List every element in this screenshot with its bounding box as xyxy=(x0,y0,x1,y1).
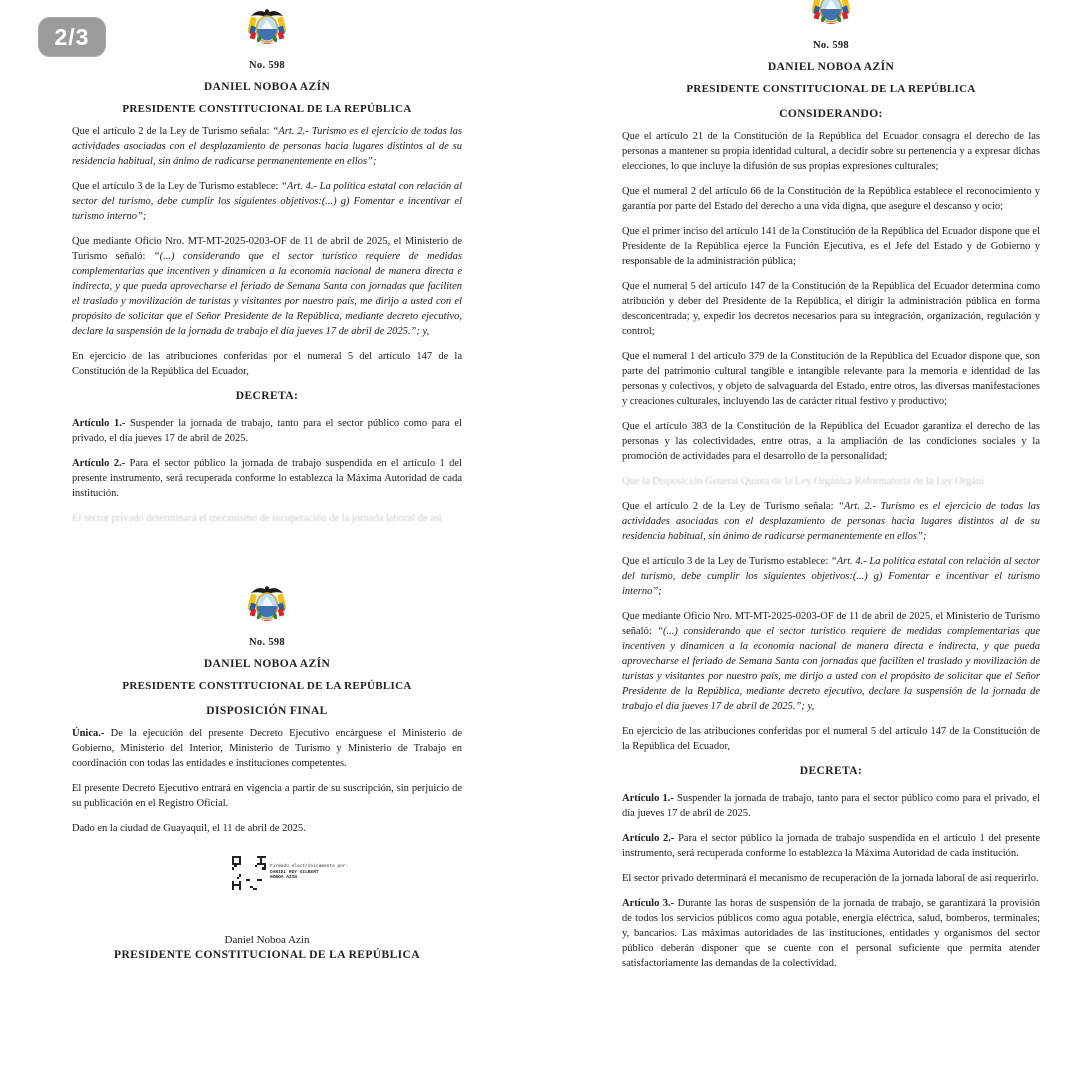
decree-number: No. 598 xyxy=(249,637,285,648)
paragraph: Artículo 2.- Para el sector público la jornada de trabajo suspendida en el artículo 1 del presente instrumento, será recuperada conforme lo establezca la Máxima Autoridad de cada institución. xyxy=(72,458,462,499)
paragraph: Artículo 2.- Para el sector público la jornada de trabajo suspendida en el artículo 1 del presente instrumento, será recuperada conforme lo establezca la Máxima Autoridad de cada institución. xyxy=(622,833,1041,859)
paragraph: Que el artículo 3 de la Ley de Turismo establece: “Art. 4.- La política estatal con relación al sector del turismo, debe cumplir los siguientes objetivos:(...) g) Fomentar e incentivar el turismo interno”; xyxy=(622,556,1040,597)
paragraph: Que el artículo 3 de la Ley de Turismo establece: “Art. 4.- La política estatal con relación al sector del turismo, debe cumplir los siguientes objetivos:(...) g) Fomentar e incentivar el turismo interno”; xyxy=(72,181,462,222)
paragraph: Artículo 1.- Suspender la jornada de trabajo, tanto para el sector público como para el privado, el día jueves 17 de abril de 2025. xyxy=(72,418,463,444)
paragraph: Que el numeral 1 del artículo 379 de la Constitución de la República del Ecuador dispone que, son parte del patrimonio cultural tangible e intangible relevante para la memoria e identidad de las personas y colectivos, y objeto de salvaguarda del Estado, entre otros, las diversas manifestaciones y creaciones culturales, incluyendo las de carácter ritual festivo y productivo; xyxy=(622,351,1040,407)
page-indicator-label: 2/3 xyxy=(54,23,90,50)
paragraph: Que el numeral 2 del artículo 66 de la Constitución de la República establece el reconocimiento y garantía por parte del Estado del derecho a una vida digna, que asegure el descanso y ocio; xyxy=(622,186,1040,212)
decree-body xyxy=(72,124,462,526)
decree-page-right xyxy=(622,0,1040,1080)
ecuador-coat-of-arms-icon xyxy=(248,6,286,48)
paragraph: Que el primer inciso del artículo 141 de la Constitución de la República del Ecuador dispone que el Presidente de la República ejerce la Función Ejecutiva, es el Jefe del Estado y de Gobierno y responsable de la administración pública; xyxy=(622,226,1040,267)
coat-of-arms-slot xyxy=(72,583,462,625)
paragraph: El presente Decreto Ejecutivo entrará en vigencia a partir de su suscripción, sin perjuicio de su publicación en el Registro Oficial. xyxy=(72,783,462,809)
paragraph: En ejercicio de las atribuciones conferidas por el numeral 5 del artículo 147 de la Constitución de la República del Ecuador, xyxy=(72,351,462,377)
signature-qr-code xyxy=(232,856,267,890)
ecuador-coat-of-arms-icon xyxy=(812,0,850,28)
page-bottom-fade xyxy=(622,1066,1040,1080)
electronic-signature-text: Firmado electrónicamente por: DANIEL ROY GILBERT NOBOA AZIN xyxy=(270,864,349,880)
coat-of-arms-slot xyxy=(622,0,1040,28)
paragraph: Que mediante Oficio Nro. MT-MT-2025-0203-OF de 11 de abril de 2025, el Ministerio de Turismo señaló: “(...) considerando que el sector turístico requiere de medidas complementarias que incentiven y dinamicen a la economía nacional de manera directa e indirecta, y que pueda aprovecharse el feriado de Semana Santa con jornadas que faciliten el traslado y movilización de turistas y visitantes por nuestro país, me dirijo a usted con el propósito de solicitar que el Señor Presidente de la República, mediante decreto ejecutivo, declare la suspensión de la jornada de trabajo el día jueves 17 de abril de 2025.”; y, xyxy=(622,611,1040,712)
paragraph: Que el artículo 21 de la Constitución de la República del Ecuador consagra el derecho de las personas a mantener su propia identidad cultural, a decidir sobre su pertenencia y a expresar dichas elecciones, lo que incluye la difusión de sus propias expresiones culturales; xyxy=(622,131,1040,172)
paragraph: Dado en la ciudad de Guayaquil, el 11 de abril de 2025. xyxy=(72,823,306,834)
section-heading: DECRETA: xyxy=(235,390,299,402)
president-name: DANIEL NOBOA AZÍN xyxy=(203,81,331,93)
decree-body xyxy=(622,129,1040,971)
paragraph: Artículo 1.- Suspender la jornada de trabajo, tanto para el sector público como para el privado, el día jueves 17 de abril de 2025. xyxy=(622,793,1040,819)
paragraph: En ejercicio de las atribuciones conferidas por el numeral 5 del artículo 147 de la Constitución de la República del Ecuador, xyxy=(622,726,1040,752)
paragraph: El sector privado determinará el mecanismo de recuperación de la jornada laboral de así requerirlo. xyxy=(622,873,1039,884)
paragraph: Que mediante Oficio Nro. MT-MT-2025-0203-OF de 11 de abril de 2025, el Ministerio de Turismo señaló: “(...) considerando que el sector turístico requiere de medidas complementarias que incentiven y dinamicen a la economía nacional de manera directa e indirecta, y que pueda aprovecharse el feriado de Semana Santa con jornadas que faciliten el traslado y movilización de turistas y visitantes por nuestro país, me dirijo a usted con el propósito de solicitar que el Señor Presidente de la República, mediante decreto ejecutivo, declare la suspensión de la jornada de trabajo el día jueves 17 de abril de 2025.”; y, xyxy=(72,236,462,337)
ecuador-coat-of-arms-icon xyxy=(248,583,286,625)
paragraph: Que la Disposición General Quinta de la Ley Orgánica Reformatoria de la Ley Orgáni xyxy=(622,476,985,487)
decree-page-left-bottom xyxy=(72,583,462,961)
paragraph: Que el artículo 2 de la Ley de Turismo señala: “Art. 2.- Turismo es el ejercicio de todas las actividades asociadas con el desplazamiento de personas hacia lugares distintos al de su residencia habitual, sin ánimo de radicarse permanentemente en ellos”; xyxy=(622,501,1040,542)
paragraph: Única.- De la ejecución del presente Decreto Ejecutivo encárguese el Ministerio de Gobierno, Ministerio del Interior, Ministerio de Turismo y Ministerio de Trabajo en coordinación con todas las entidades e instituciones competentes. xyxy=(72,728,462,769)
president-title: PRESIDENTE CONSTITUCIONAL DE LA REPÚBLICA xyxy=(122,680,412,692)
decree-number: No. 598 xyxy=(249,60,285,71)
decree-body xyxy=(72,726,462,836)
decree-page-left-top xyxy=(72,6,462,536)
decree-number: No. 598 xyxy=(813,40,849,51)
section-heading-considerando: CONSIDERANDO: xyxy=(779,108,883,120)
paragraph: Que el artículo 2 de la Ley de Turismo señala: “Art. 2.- Turismo es el ejercicio de todas las actividades asociadas con el desplazamiento de personas hacia lugares distintos al de su residencia habitual, sin ánimo de radicarse permanentemente en ellos”; xyxy=(72,126,462,167)
paragraph: Que el numeral 5 del artículo 147 de la Constitución de la República del Ecuador determina como atribución y deber del Presidente de la República, el dirigir la administración pública en forma desconcentrada; y, expedir los decretos necesarios para su integración, organización, regulación y control; xyxy=(622,281,1040,337)
section-heading-disposicion: DISPOSICIÓN FINAL xyxy=(206,705,328,717)
paragraph: El sector privado determinará el mecanismo de recuperación de la jornada laboral de así xyxy=(72,513,442,524)
president-name: DANIEL NOBOA AZÍN xyxy=(203,658,331,670)
president-title: PRESIDENTE CONSTITUCIONAL DE LA REPÚBLICA xyxy=(686,83,976,95)
section-heading: DECRETA: xyxy=(799,765,863,777)
signature-block xyxy=(72,856,462,908)
coat-of-arms-slot xyxy=(72,6,462,48)
paragraph: Que el artículo 383 de la Constitución de la República del Ecuador garantiza el derecho de las personas y las colectividades, entre otras, a la ampliación de las condiciones sociales y la promoción de actividades para el desarrollo de la personalidad; xyxy=(622,421,1040,462)
president-title: PRESIDENTE CONSTITUCIONAL DE LA REPÚBLICA xyxy=(122,103,412,115)
signatory-title: PRESIDENTE CONSTITUCIONAL DE LA REPÚBLICA xyxy=(114,949,420,961)
paragraph: Artículo 3.- Durante las horas de suspensión de la jornada de trabajo, se garantizará la provisión de todos los servicios públicos como agua potable, energía eléctrica, salud, bomberos, terminales; y, bancarios. Las máximas autoridades de las instituciones, entidades y organismos del sector público deberán disponer que se cuente con el personal suficiente que permita atender satisfactoriamente las demandas de la colectividad. xyxy=(622,898,1040,969)
president-name: DANIEL NOBOA AZÍN xyxy=(767,61,895,73)
signatory-name: Daniel Noboa Azin xyxy=(224,934,310,946)
